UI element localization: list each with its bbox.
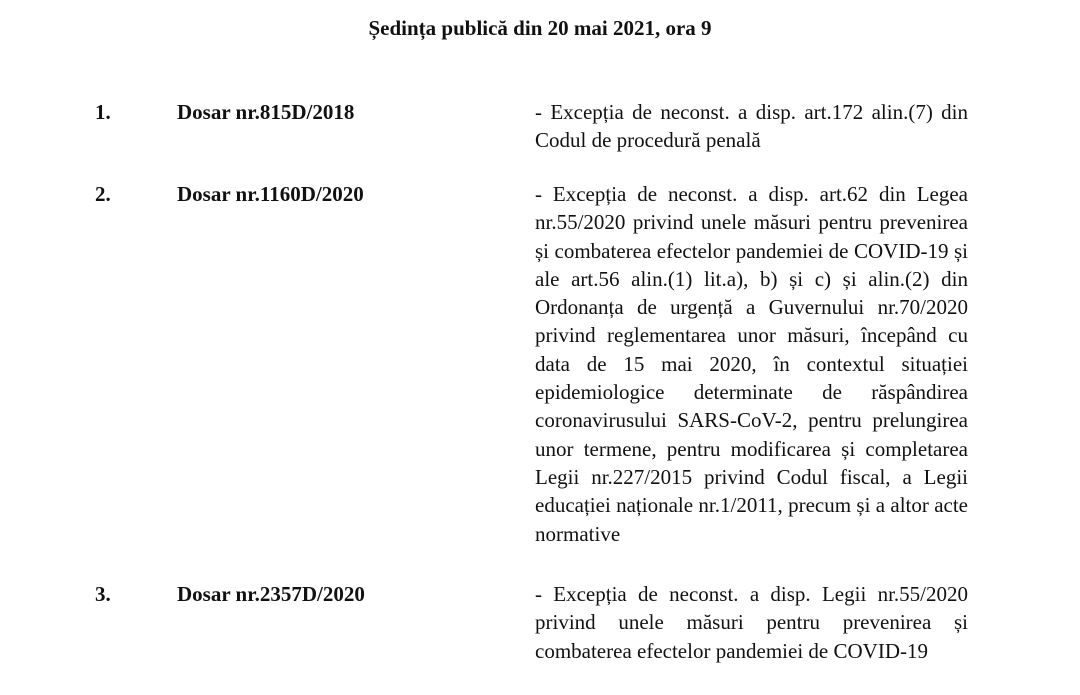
case-description: - Excepția de neconst. a disp. Legii nr.55/2020 privind unele măsuri pentru prevenirea și combaterea efectelor pandemiei de COVID-19 [535, 582, 968, 663]
case-description: - Excepția de neconst. a disp. art.62 din Legea nr.55/2020 privind unele măsuri pentru prevenirea și combaterea efectelor pandemiei de COVID-19 și ale art.56 alin.(1) lit.a), b) și c) și alin.(2) din Ordonanța de urgență a Guvernului nr.70/2020 privind reglementarea unor măsuri, începând cu data de 15 mai 2020, în contextul situației epidemiologice determinate de răspândirea coronavirusului SARS-CoV-2, pentru prelungirea unor termene, pentru modificarea și completarea Legii nr.227/2015 privind Codul fiscal, a Legii educației naționale nr.1/2011, precum și a altor acte normative [535, 182, 968, 546]
page-title: Ședința publică din 20 mai 2021, ora 9 [368, 16, 712, 40]
case-dosar-number: Dosar nr.815D/2018 [177, 100, 355, 124]
case-dosar-number: Dosar nr.2357D/2020 [177, 582, 365, 606]
case-number: 2. [95, 182, 111, 206]
case-description: - Excepția de neconst. a disp. art.172 alin.(7) din Codul de procedură penală [535, 100, 968, 153]
case-dosar-number: Dosar nr.1160D/2020 [177, 182, 364, 206]
case-number: 1. [95, 100, 111, 124]
case-number: 3. [95, 582, 111, 606]
